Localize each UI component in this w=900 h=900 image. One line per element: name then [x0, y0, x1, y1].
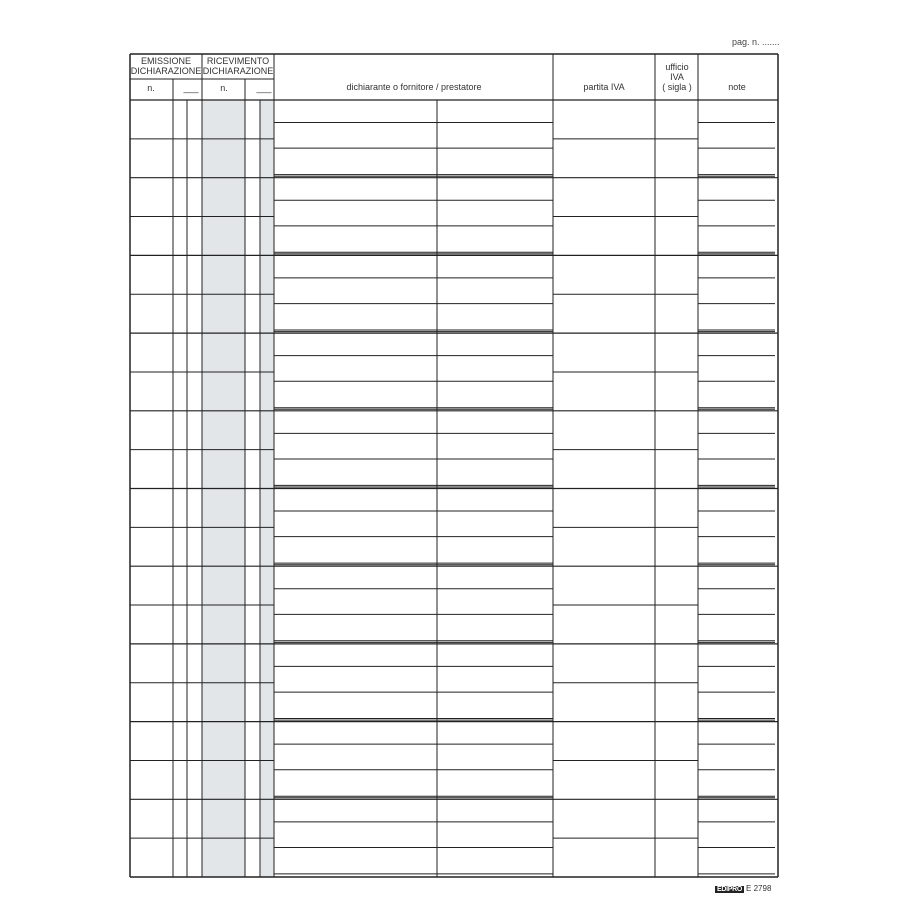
ricevimento-header-line2: DICHIARAZIONE — [202, 66, 274, 76]
emissione-number-header: n. — [147, 83, 155, 93]
ricevimento-number-header: n. — [220, 83, 228, 93]
ufficio-header-line2: IVA — [670, 72, 684, 82]
publisher-logo: EDIPRO — [717, 886, 743, 893]
ricevimento-header-line1: RICEVIMENTO — [206, 56, 270, 66]
partita-iva-header: partita IVA — [583, 82, 625, 92]
emissione-header-line2: DICHIARAZIONE — [130, 66, 202, 76]
form-code: E 2798 — [746, 884, 772, 893]
dichiarante-header: dichiarante o fornitore / prestatore — [346, 82, 482, 92]
note-header: note — [728, 82, 746, 92]
ufficio-header-line3: ( sigla ) — [662, 82, 692, 92]
publisher-brand — [715, 884, 771, 893]
page-number-label: pag. n. ....... — [732, 37, 780, 47]
emissione-date-header: ___ — [183, 83, 199, 93]
ufficio-header-line1: ufficio — [665, 62, 689, 72]
ricevimento-date-header: ___ — [256, 83, 272, 93]
emissione-header-line1: EMISSIONE — [140, 56, 192, 66]
